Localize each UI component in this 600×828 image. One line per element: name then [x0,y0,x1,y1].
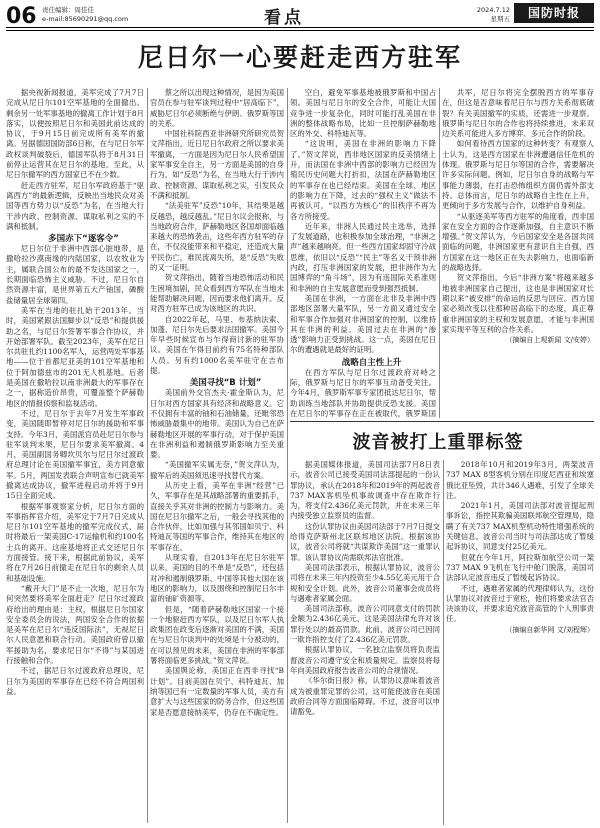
paragraph: “美国撤军实属无奈，”贺文萍认为，撤军后的美国须迅速寻找替代方案。 [150,460,284,480]
masthead-logo: 国防时报 [514,3,594,23]
page-number: 06 [6,4,37,29]
paragraph: 不过，遇难者家属的代理律师认为，这份认罪协议对波音过于宽松，他们将要求法官否决该协议，并要求追究波音高管的个人刑事责任。 [446,583,594,624]
paragraph: 但是，“随着萨赫勒地区国家一个接一个地驱赶西方军队，以及尼日尔军人执政集团在政变后逐渐对美国的不满，美国在与尼日尔谈判中的处境是十分被动的，在可以预见的未来，美国在非洲的军事部署将面临更多挑战。”贺文萍说。 [150,604,284,666]
article2-col1-paras [290,460,440,717]
paragraph: 中国社科院西亚非洲研究所研究员贺文萍指出，近日尼日尔政府之所以要求美军撤离，一方面是因为尼日尔人民希望国家军事安全自主，另一方面是美国的自身行为，如“反恐”为名，在当地大行干涉内政、控制资源、谋取私利之实，引发民众不满和抵制。 [150,129,284,200]
editor-info [42,6,128,24]
article1-subhead-3: 战略自主性上升 [341,357,402,368]
paragraph: 美国司法部表示，根据认罪协议，波音公司将在未来三年内投资至少4.55亿美元用于合规和安全计划。此外，波音公司董事会成员将与遇难者家属会面。 [290,562,440,603]
article2-credit: （摘编自新华网 文/刘程辉） [505,625,594,634]
article1-column-2 [150,88,284,823]
paragraph: 共军，尼日尔将完全摆脱西方的军事存在，但这是否意味着尼日尔与西方关系彻底破裂？有关美国撤军的实质，还需进一步观察。俄罗斯与尼日尔的合作也将持续推进，未来双边关系可能进入多方博弈、多元合作的阶段。 [442,88,594,139]
issue-date: 2024.7.12 [476,6,510,14]
paragraph: 根据军事观察家分析，尼日尔方面的军事指挥官介绍，美军定于7月7日完成从尼日尔101空军基地的撤军完成仪式，届时将最后一架美国C-17运输机和约100名士兵的离开。这座基地将正式交还尼日尔方面接管。接下来，根据此前协议，美军将在7月26日前撤走在尼日尔的剩余人员和基础设施。 [6,501,144,583]
article1-column-4 [442,88,594,418]
paragraph: 赶走西方驻军，尼日尔军政府基于“驱离西方”的最新逻辑，反映出当地民众对美国等西方势力以“反恐”为名，在当地大行干涉内政、控制资源、谋取私利之实的不满和抵制。 [6,180,144,231]
article1-column-1 [6,88,144,823]
paragraph: “这说明，美国在非洲的影响力下降了。”贺文萍说，西非地区国家的反美情绪上升，而法国在非洲中西部的影响力已经因为殖民历史问题大打折扣，法国在萨赫勒地区的军事存在也已经结束。美国在全球、地区的影响力在下降，过去的“强权主义”做法不再被认可，“以西方为核心”的旧秩序不再为各方所接受。 [290,139,436,221]
article1-col3-paras [290,88,436,356]
article-separator [290,421,594,422]
article1-subhead-2: 美国寻找“B 计划” [189,378,262,389]
editor-email[interactable]: e-mail:85690291@qq.com [42,15,129,23]
paragraph: 贺文萍指出，随着当地恐怖活动和民生困境加剧，民众看到西方军队在当地未能帮助解决问题，因而要求他们离开。反对西方驻军已成为该地区的共识。 [150,273,284,314]
column-divider [287,88,288,823]
article1-col2b-paras [150,388,284,718]
paragraph: 近年来，非洲人民通过民主选举，选择了发展道路，也积极参加全球治理，“非洲之声”越来越响亮。但一些西方国家却固守冷战思维，依旧以“反恐”“民主”等名义干预非洲内政，打压非洲国家的发展，把非洲作为大国博弈的“角斗场”，因为有违国际关系准则和非洲的自主发展意愿而受到强烈抵制。 [290,221,436,293]
paragraph: 尼日尔位于非洲中西部心脏地带，是撒哈拉沙漠南缘的内陆国家，以农牧业为主，属联合国公布的最不发达国家之一，长期面临恐怖主义威胁。不过，尼日尔自然资源丰富，是世界第五大产铀国，磷酸盐储量居全球第四。 [6,244,144,305]
issue-weekday: 星期五 [490,15,510,23]
article2-column-1 [290,460,440,825]
paragraph: 美国司法部称，波音公司同意支付的罚款金额为2.436亿美元，这是美国法律允许对该罪行处以的最高罚款。此前，波音公司已因同一欺诈指控支付了2.436亿美元罚款。 [290,604,440,645]
paragraph: 美国舆论称，美国正在西非寻找“B计划”。目前美国在贝宁、科特迪瓦、加纳等国已有一定数量的军事人员，美方有意扩大与这些国家的防务合作，但这些国家是否愿意接纳美军，仍存在不确定性。 [150,666,284,717]
header-rule-thin [6,30,594,31]
column-divider [147,88,148,823]
paragraph: 据美国媒体报道，美国司法部7月8日表示，波音公司已接受美国司法部提起的一份认罪协议，承认在2018年和2019年的两起波音737 MAX客机坠机事故调查中存在欺诈行为，将支付2.436亿美元罚款，并在未来三年内接受独立监察员的监督。 [290,460,440,521]
paragraph: 空白，避免军事基地被俄罗斯和中国占领。美国与尼日尔的安全合作，可能让大国竞争进一步复杂化，同时可能打乱美国在非洲的整体战略布局，比如一旦控制萨赫勒地区的外交、科特迪瓦等。 [290,88,436,139]
paragraph: 蔡之所以出现这种情况，是因为美国官员在参与驻军谈判过程中“居高临下”，威胁尼日尔必须断绝与伊朗、俄罗斯等国的关系。 [150,88,284,128]
article1-subhead-1: 多国赤下“逐客令” [48,234,119,245]
paragraph: 从历史上看，美军在非洲“经营”已久，军事存在是其战略部署的重要抓手，直接关乎其对非洲的控制力与影响力。美国在尼日尔撤军之后，一般会寻找其他的合作伙伴，比如加强与其邻国如贝宁、科特迪瓦等国的军事合作，维持其在地区的军事存在。 [150,480,284,552]
paragraph: 美军在当地的驻扎始于2013年。当时，美国紧跟法国脚步以“反恐”和提供援助之名，与尼日尔签署军事合作协议，并开始部署军队。截至2023年，美军在尼日尔共驻扎约1100名军人，运营两处军事基地——位于首都尼亚美的101空军基地和位于阿加德兹市的201无人机基地。后者是美国在撒哈拉以南非洲最大的军事存在之一，据称造价昂贵，可覆盖整个萨赫勒地区的情报侦察和监视活动。 [6,305,144,408]
paragraph: “从驱逐美军等西方驻军的角度看，西非国家在安全方面的合作逐渐加强，自主意识不断增强。”贺文萍认为，今后国家安全是各国共同面临的问题，非洲国家更有意识自主自强，西方国家在这一地区正在失去影响力，也面临新的战略选择。 [442,211,594,273]
issue-date-block [466,6,510,24]
paragraph: 《华尔街日报》称，认罪协议意味着波音成为被重罪定罪的公司，这可能使波音在美国政府合同等方面面临障碍。不过，波音可以申请豁免。 [290,676,440,717]
paragraph: 在西方军队与尼日尔过渡政府对峙之际，俄罗斯与尼日尔的军事互动备受关注。今年4月，俄罗斯军事专家团抵达尼日尔，帮助训练当地部队并协助提供反恐支援。美国在尼日尔的军事存在正在被取代，俄罗斯国 [290,367,436,418]
paragraph: 根据认罪协议，一名独立监察员将负责监督波音公司遵守安全和质量规定。监察员将每年向美国政府报告波音公司的合规情况。 [290,645,440,675]
paragraph: 2018年10月和2019年3月，两架波音737 MAX 8型客机分别在印度尼西亚和埃塞俄比亚坠毁，共计346人遇难，引发了全球关注。 [446,460,594,500]
paragraph: 美国在非洲，一方面在北非及非洲中西部地区部署大量军队，另一方面又通过安全和军事合作加强对非洲国家的控制，以维持其在非洲的利益。美国过去在非洲的“渗透”影响力正受到挑战。这一点，美国在尼日尔的遭遇就是最好的证明。 [290,293,436,355]
paragraph: 从现实看，自2013年在尼日尔驻军以来，美国的目的不单是“反恐”，还包括对冲和遏制俄罗斯、中国等其他大国在该地区的影响力，以及围绕和控制尼日尔丰富的铀矿资源等。 [150,553,284,604]
article2-headline: 波音被打上重罪标签 [352,432,524,453]
paragraph: 据央视新闻报道，美军完成了7月7日完成从尼日尔101空军基地的全面撤出。剩余另一处军事基地的撤离工作计划于8月落实，以便按照尼日尔和美国此前达成的协议，于9月15日前完成所有美军的撤离。另据德国国防部6日称，在与尼日尔军政权谈判破裂后，德国军队将于8月31日前停止运营其在尼日尔的基地。至此，从尼日尔撤军的西方国家已不在少数。 [6,88,144,180]
article1-col4-paras [442,88,594,335]
column-divider [443,460,444,825]
column-divider [439,88,440,418]
article1-headline: 尼日尔一心要赶走西方驻军 [137,43,462,72]
article1-col1-paras [6,88,144,232]
paragraph: 不过，尼日尔于去年7月发生军事政变，美国随即暂停对尼日尔的援助和军事支持。今年3月，美国派官员赴尼日尔参与驻军谈判未果，尼日尔要求美军撤离。4月，美国副国务卿坎贝尔与尼日尔过渡政府总理讨论在美国撤军事宜，美方同意撤军。5月，两国发表联合声明宣布已就美军撤离达成协议，撤军进程启动并将于9月15日全面完成。 [6,408,144,501]
section-title: 看点 [264,8,304,28]
paragraph: 如何看待西方国家的这种转变？有观察人士认为，这是西方国家在非洲遭遇信任危机的体现。俄罗斯与尼日尔等国的合作，需要解决许多实际问题。例如，尼日尔自身的战略与军事能力薄弱，在打击恐怖组织方面仍需外部支持。总体而言，尼日尔的战略自主性在上升，更倾向于多方发展与合作，以维护自身利益。 [442,139,594,211]
paragraph: “戴开大门”是不止一次地，尼日尔为何突然要将美军全面赶走？尼日尔过渡政府给出的理由是：主权，根据尼日尔国家安全委员会的说法，两国安全合作的依据是美军在尼日尔“违反国际法”，无视尼日尔人民意愿和联合行动。美国政府曾以撤军援助为名，要求尼日尔“不得”与某国进行接触和合作。 [6,583,144,666]
paragraph: 这份认罪协议由美国司法部于7月7日提交给得克萨斯州北区联邦地区法院。根据该协议，波音公司将就“共谋欺诈美国”这一重罪认罪。该认罪协议尚需联邦法官批准。 [290,521,440,562]
paragraph: 但就在今年1月，阿拉斯加航空公司一架737 MAX 9飞机在飞行中舱门脱落，美国司法部认定波音违反了暂缓起诉协议。 [446,552,594,583]
editor-name: 责任编辑：周佳佳 [42,6,94,14]
paragraph: 2021年1月，美国司法部对波音提起刑事诉讼，指控其欺骗美国联邦航空管理局，隐瞒了有关737 MAX机型机动特性增强系统的关键信息。波音公司当时与司法部达成了暂缓起诉协议，同意支付25亿美元。 [446,501,594,552]
article1-credit: （摘编自上观新闻 文/安婷） [505,336,594,345]
article1-column-3 [290,88,436,418]
paragraph: 贺文萍指出，今后“非洲方案”将越来越多地被非洲国家自己提出，这也是非洲国家对长期以来“被安排”的命运的反思与回应。西方国家必须改变以往那种居高临下的态度，真正尊重非洲国家的主权和发展意愿，才能与非洲国家实现平等互利的合作关系。 [442,273,594,334]
article1-col2-paras [150,88,284,376]
article1-col1b-paras [6,244,144,697]
article1-col3b-paras [290,368,436,418]
header-rule [6,27,594,28]
paragraph: 不过，据尼日尔过渡政府总理说，尼日尔为美国的军事存在已经不符合两国利益。 [6,666,144,696]
article2-column-2 [446,460,594,825]
paragraph: 自2022年起，马里、布基纳法索、加蓬、尼日尔先后要求法国撤军。美国今年早些时候宣布与乍得商讨新的驻军协议。美国在乍得目前约有75名特种部队人员。另有约1000名美军驻守在吉布提。 [150,314,284,376]
paragraph: 美国前外交官杰夫·霍金斯认为，尼日尔对西方国家具有经济和战略意义。它不仅拥有丰富的铀和石油储量，还毗邻恐怖威胁最集中的地带。美国认为自己在萨赫勒地区开展的军事行动，对于保护美国在非洲利益和遏制俄罗斯影响力至关重要。 [150,388,284,460]
article2-col2-paras [446,460,594,625]
paragraph: “法美驻军”反恐”10年，其结果是越反越恐，越反越乱。”尼日尔议会报称，与当地政府合作，萨赫勒地区各国却面临越来越大的恐怖袭击，这些年西方驻军的存在，不仅没能带来和平稳定，还造成大量平民伤亡，难民流离失所，是“反恐”失败的又一证明。 [150,201,284,273]
